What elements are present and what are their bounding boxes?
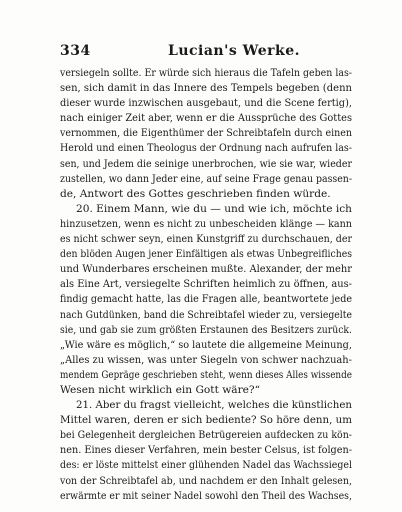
text-line: erwärmte er mit seiner Nadel sowohl den Theil des Wachses, [60,489,352,502]
text-line: 20. Einem Mann, wie du — und wie ich, möchte ich [76,202,352,215]
text-line: es nicht schwer seyn, einen Kunstgriff zu durchschauen, der [60,233,352,246]
text-line: und Wunderbares erscheinen mußte. Alexander, der mehr [60,263,352,276]
text-line: de, Antwort des Gottes geschrieben finden würde. [60,187,331,200]
text-line: vernommen, die Eigenthümer der Schreibtafeln durch einen [60,127,352,140]
text-line: sen, sich damit in das Innere des Tempels begeben (denn [60,82,352,95]
text-line: Mittel waren, deren er sich bediente? So höre denn, um [60,414,352,427]
text-line: von der Schreibtafel ab, und nachdem er den Inhalt gelesen, [60,474,352,487]
text-line: dieser wurde inzwischen ausgebaut, und die Scene fertig), [60,97,352,110]
text-line: bei Gelegenheit dergleichen Betrügereien aufdecken zu kön- [60,429,352,442]
text-line: 21. Aber du fragst vielleicht, welches die künstlichen [76,399,352,412]
text-line: nach einiger Zeit aber, wenn er die Aussprüche des Gottes [60,112,352,125]
running-head: Lucian's Werke. [168,43,301,59]
text-line: nen. Eines dieser Verfahren, mein bester Celsus, ist folgen- [60,444,352,457]
text-line: Herold und einen Theologus der Ordnung nach aufrufen las- [60,142,352,155]
page-number: 334 [60,43,91,59]
text-line: sie, und gab sie zum größten Erstaunen des Besitzers zurück. [60,323,352,336]
body-text [60,66,352,504]
text-line: den blöden Augen jener Einfältigen als etwas Unbegreifliches [60,248,352,261]
text-line: des: er löste mittelst einer glühenden Nadel das Wachssiegel [60,459,352,472]
text-line: versiegeln sollte. Er würde sich hieraus die Tafeln geben las- [60,67,352,79]
text-line: findig gemacht hatte, las die Fragen alle, beantwortete jede [60,293,352,306]
text-line: sen, und Jedem die seinige unerbrochen, wie sie war, wieder [60,157,352,170]
page-header [60,43,350,61]
text-line: „Wie wäre es möglich,“ so lautete die allgemeine Meinung, [60,338,352,351]
text-line: hinzusetzen, wenn es nicht zu unbescheiden klänge — kann [60,217,352,230]
text-line: mendem Gepräge geschrieben steht, wenn dieses Alles wissende [60,368,352,381]
text-line: als Eine Art, versiegelte Schriften heimlich zu öffnen, aus- [60,278,352,291]
text-line: zustellen, wo dann Jeder eine, auf seine Frage genau passen- [60,172,352,185]
text-line: nach Gutdünken, band die Schreibtafel wieder zu, versiegelte [60,308,352,321]
text-line: Wesen nicht wirklich ein Gott wäre?“ [60,383,261,396]
text-line: „Alles zu wissen, was unter Siegeln von schwer nachzuah- [60,353,352,366]
